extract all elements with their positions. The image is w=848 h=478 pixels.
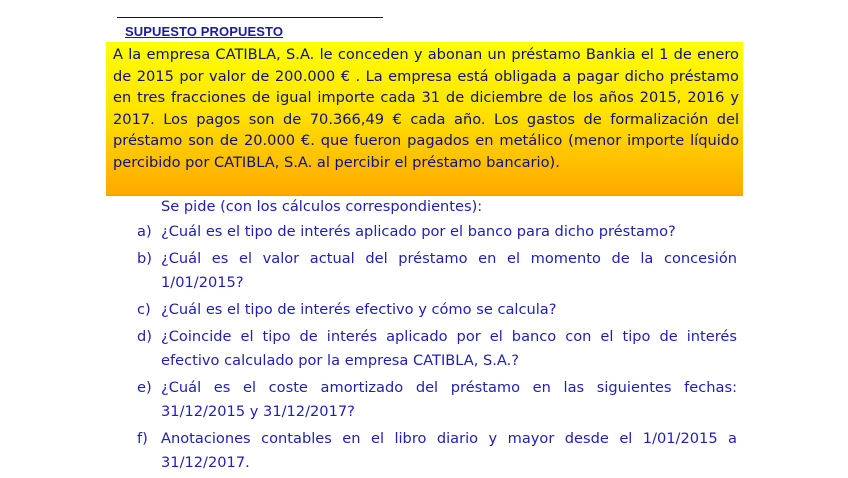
top-rule <box>117 17 383 18</box>
task-prompt: Se pide (con los cálculos correspondientes): <box>161 198 483 215</box>
question-item <box>137 298 737 322</box>
question-letter: c) <box>137 301 151 318</box>
question-letter: e) <box>137 379 152 396</box>
question-letter: a) <box>137 223 152 240</box>
question-text: ¿Cuál es el valor actual del préstamo en el momento de la concesión 1/01/2015? <box>161 250 737 291</box>
question-item <box>137 427 737 475</box>
question-text: ¿Coincide el tipo de interés aplicado por el banco con el tipo de interés efectivo calculado por la empresa CATIBLA, S.A.? <box>161 328 737 369</box>
question-text: ¿Cuál es el tipo de interés efectivo y cómo se calcula? <box>161 301 557 318</box>
question-item <box>137 220 737 244</box>
question-item <box>137 325 737 373</box>
question-letter: d) <box>137 328 152 345</box>
question-text: ¿Cuál es el tipo de interés aplicado por el banco para dicho préstamo? <box>161 223 676 240</box>
question-text: ¿Cuál es el coste amortizado del préstamo en las siguientes fechas: 31/12/2015 y 31/12/2017? <box>161 379 737 420</box>
section-heading: SUPUESTO PROPUESTO <box>125 24 284 39</box>
question-list <box>137 220 737 478</box>
question-item <box>137 247 737 295</box>
question-text: Anotaciones contables en el libro diario y mayor desde el 1/01/2015 a 31/12/2017. <box>161 430 737 471</box>
question-item <box>137 376 737 424</box>
problem-statement: A la empresa CATIBLA, S.A. le conceden y abonan un préstamo Bankia el 1 de enero de 2015 por valor de 200.000 € . La empresa está obligada a pagar dicho préstamo en tres fracciones de igual importe cada 31 de diciembre de los años 2015, 2016 y 2017. Los pagos son de 70.366,49 € cada año. Los gastos de formalización del préstamo son de 20.000 €. que fueron pagados en metálico (menor importe líquido percibido por CATIBLA, S.A. al percibir el préstamo bancario). <box>106 42 743 196</box>
question-letter: f) <box>137 430 148 447</box>
question-letter: b) <box>137 250 152 267</box>
